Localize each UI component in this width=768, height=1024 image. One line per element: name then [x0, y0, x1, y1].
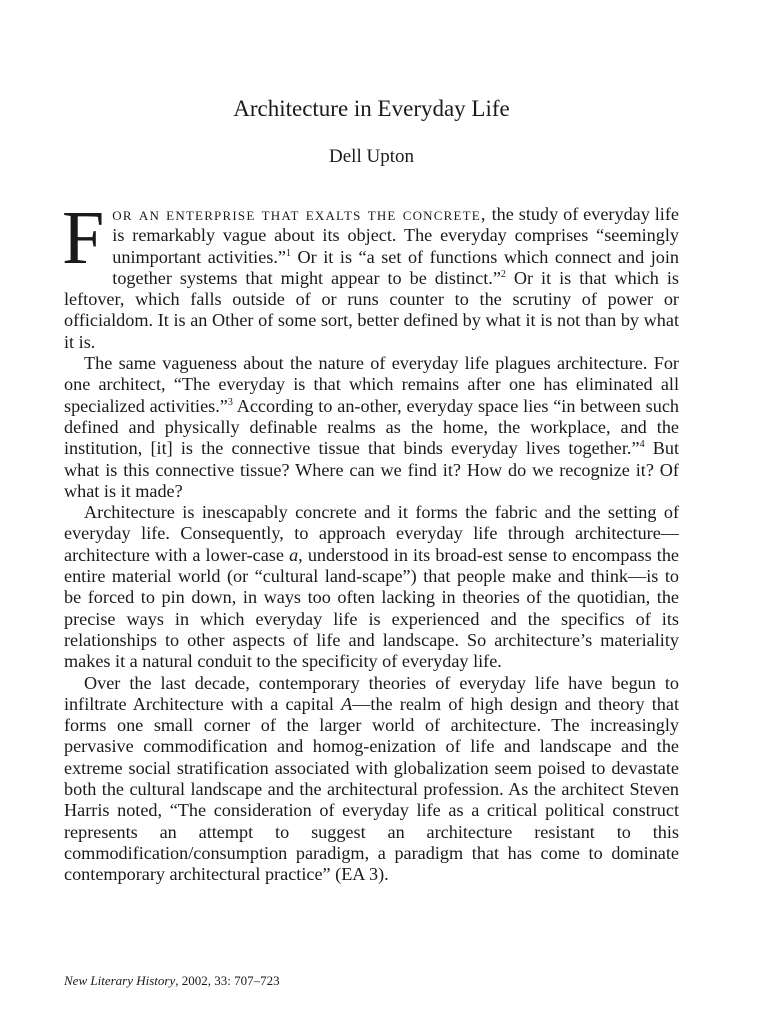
- footnote-ref[interactable]: 4: [639, 439, 645, 451]
- paragraph-text: Over the last decade, contemporary theories of everyday life have begun to infiltrate Architecture with a capital: [64, 672, 679, 714]
- paragraph-text: the study of everyday life is remarkably vague about its object. The everyday comprises “seemingly unimportant activities.”: [112, 204, 679, 267]
- paragraph-4: [64, 673, 679, 886]
- paragraph-text: But what is this connective tissue? Where can we find it? How do we recognize it? Of what is it made?: [64, 438, 679, 501]
- paragraph-1: [62, 196, 679, 353]
- footnote-ref[interactable]: 2: [500, 268, 506, 280]
- journal-citation: , 2002, 33: 707–723: [175, 973, 280, 988]
- article-author: Dell Upton: [329, 146, 414, 167]
- paragraph-text: , understood in its broad-est sense to encompass the entire material world (or “cultural land-scape”) that people make and think—is to be forced to pin down, in ways too often lacking in theories of the quotidian, the precise ways in which everyday life is experienced and the specifics of its relationships to other aspects of life and landscape. So architecture’s materiality makes it a natural conduit to the specificity of everyday life.: [64, 544, 679, 672]
- paragraph-3: [64, 502, 679, 672]
- paragraph-2: [64, 353, 679, 502]
- paragraph-text: Or it is that which is leftover, which falls outside of or runs counter to the scrutiny of power or officialdom. It is an Other of some sort, better defined by what it is not than by what it is.: [64, 267, 679, 352]
- article-body: [62, 196, 680, 886]
- paragraph-text: The same vagueness about the nature of everyday life plagues architecture. For one architect, “The everyday is that which remains after one has eliminated all specialized activities.”: [64, 353, 679, 416]
- footnote-ref[interactable]: 1: [286, 247, 291, 259]
- paragraph-text: According to an-other, everyday space lies “in between such defined and physically definable realms as the home, the workplace, and the institution, [it] is the connective tissue that binds everyday lives together.”: [64, 395, 680, 459]
- drop-cap: F: [62, 196, 105, 280]
- journal-footer: [64, 972, 280, 990]
- article-title: Architecture in Everyday Life: [233, 96, 510, 121]
- small-caps-lead: or an enterprise that exalts the concrete,: [112, 204, 487, 224]
- footnote-ref[interactable]: 3: [227, 396, 233, 408]
- italic-term: A: [341, 693, 353, 714]
- journal-name: New Literary History: [64, 973, 176, 988]
- paragraph-text: Or it is “a set of functions which connect and join together systems that might appear to be distinct.”: [112, 246, 679, 288]
- paragraph-text: Architecture is inescapably concrete and it forms the fabric and the setting of everyday life. Consequently, to approach everyday life through architecture—architecture with a lower-case: [64, 502, 679, 565]
- paragraph-text: —the realm of high design and theory that forms one small corner of the larger world of architecture. The increasingly pervasive commodification and homog-enization of life and landscape and the extreme social stratification associated with globalization seem poised to devastate both the cultural landscape and the architectural profession. As the architect Steven Harris noted, “The consideration of everyday life as a critical political construct represents an attempt to suggest an architecture resistant to this commodification/consumption paradigm, a paradigm that has come to dominate contemporary architectural practice” (EA 3).: [64, 693, 679, 885]
- italic-term: a: [289, 544, 299, 565]
